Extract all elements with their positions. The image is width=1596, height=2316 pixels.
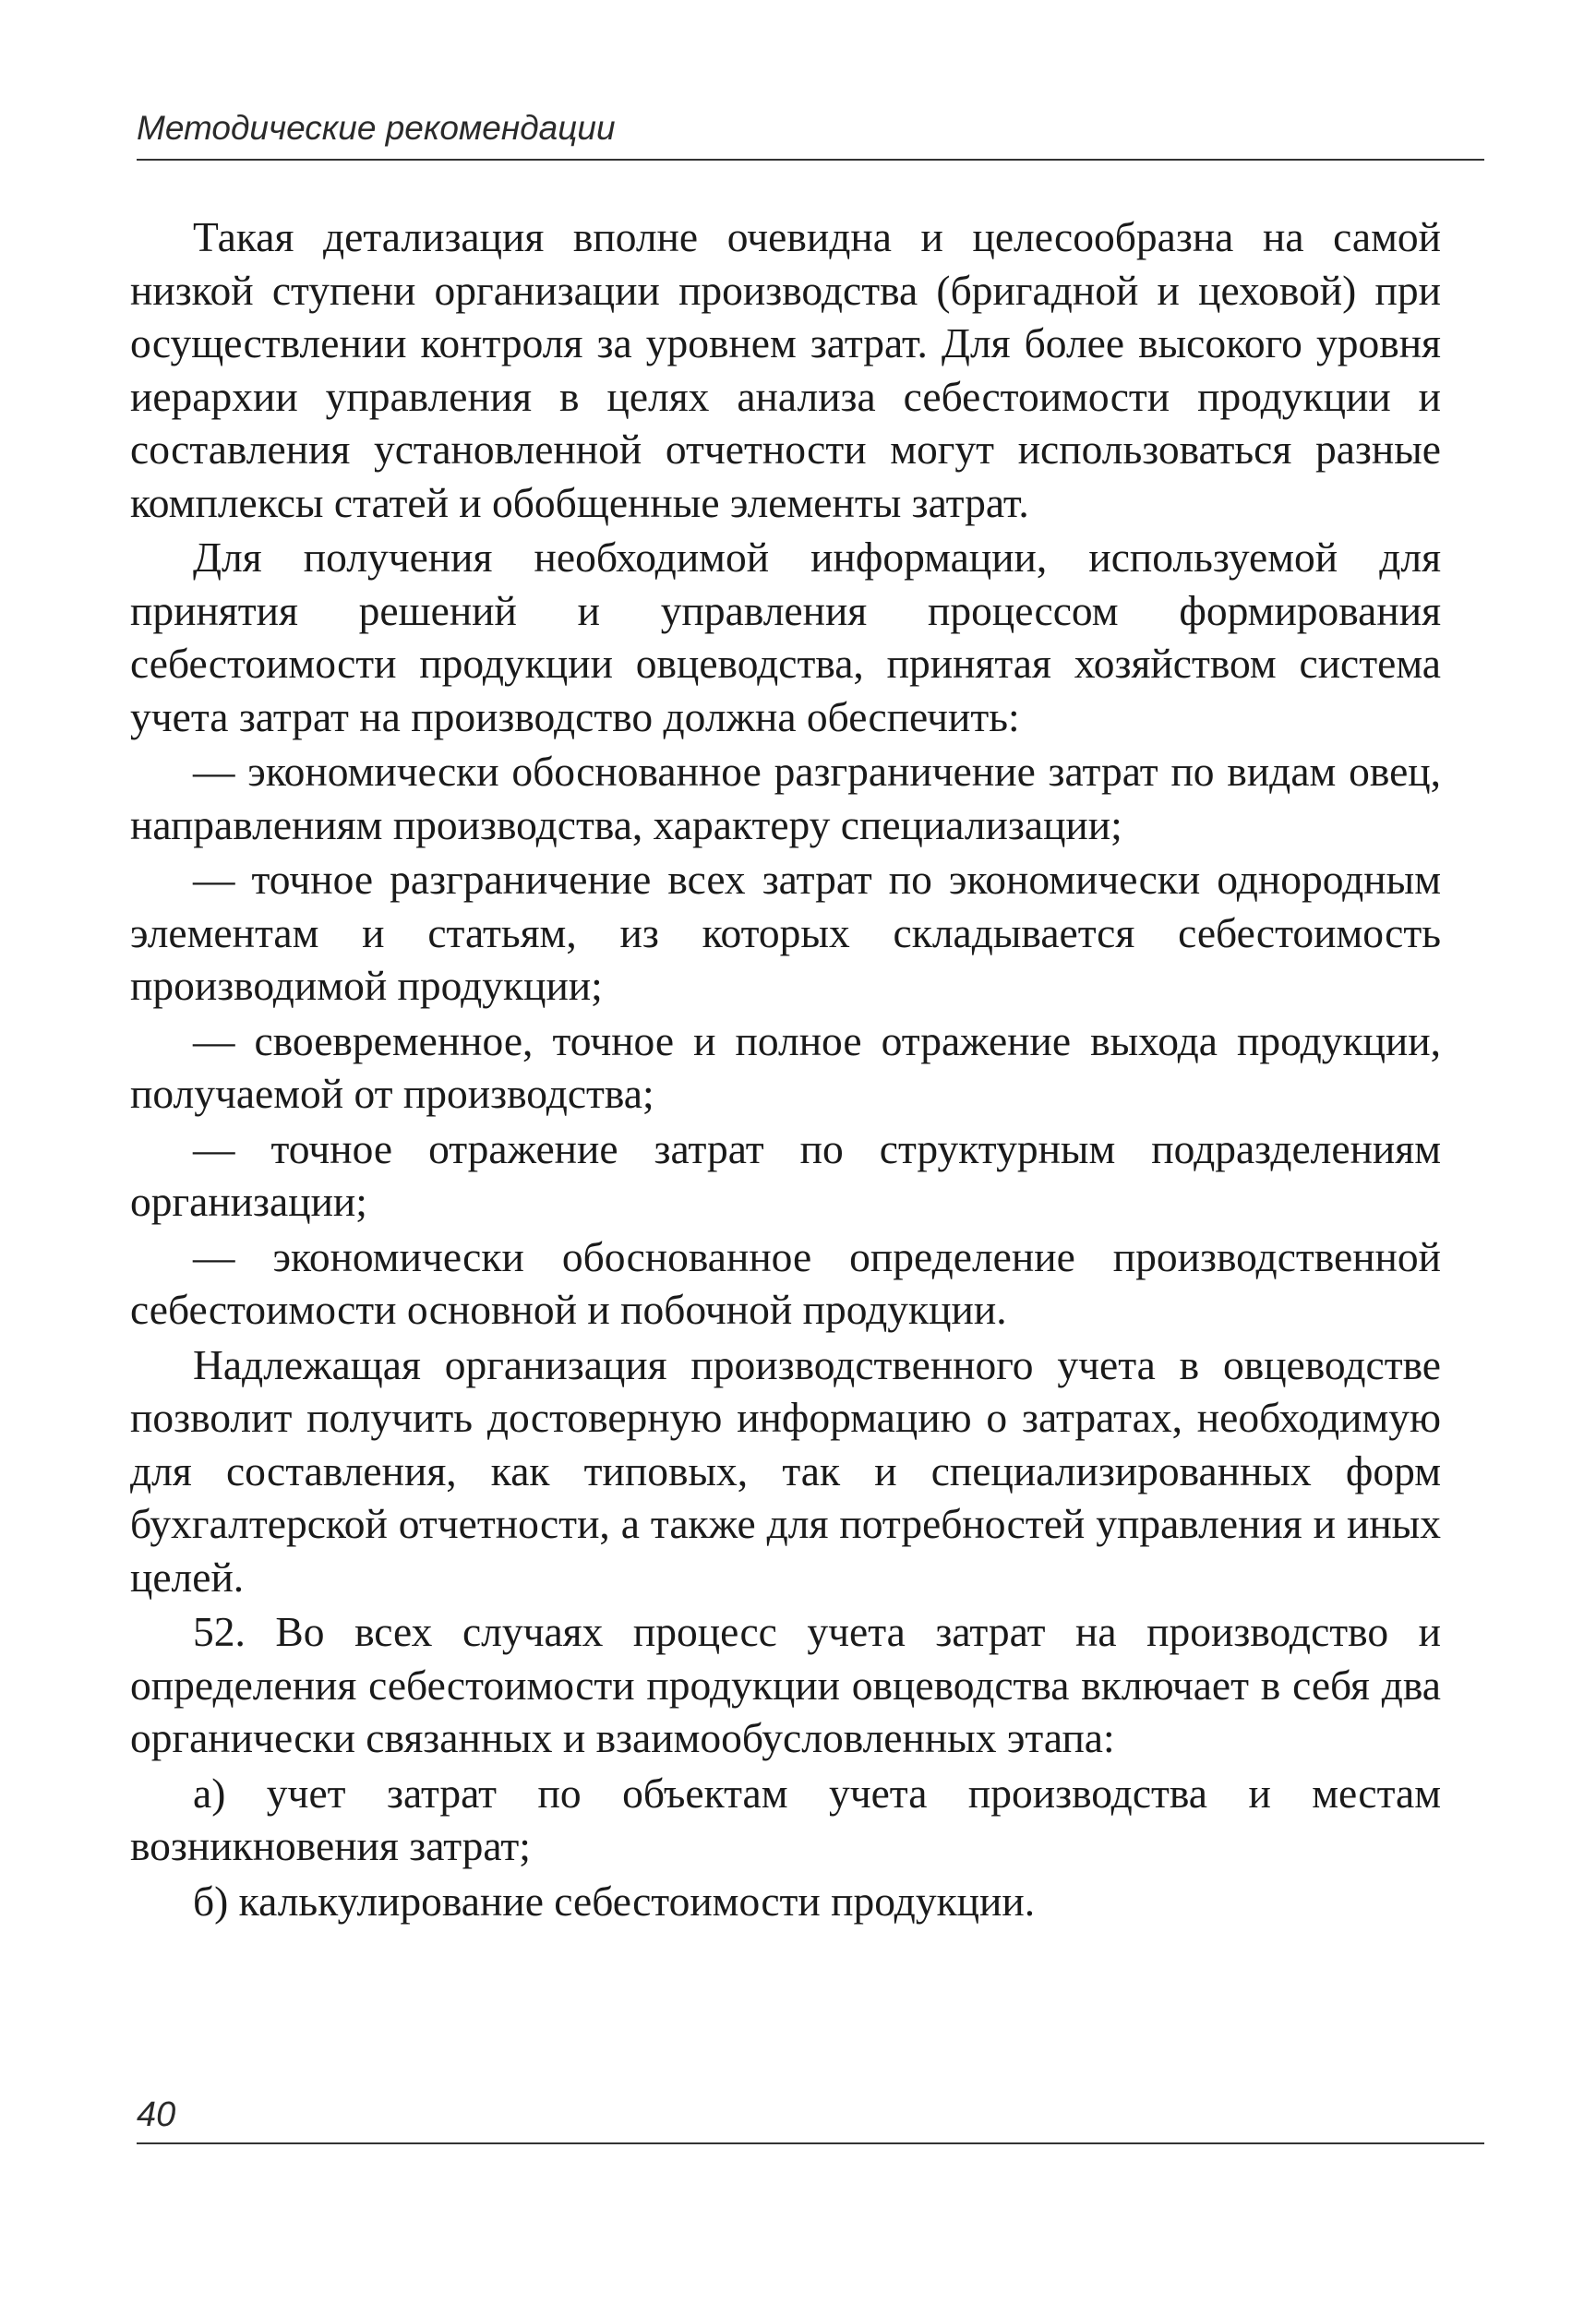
list-item: — точное разграничение всех затрат по экономически однородным элементам и статьям, из которых складывается себестоимость производимой продукции; (130, 856, 1441, 1009)
header-rule (137, 159, 1484, 161)
running-head: Методические рекомендации (137, 109, 616, 147)
list-item: — экономически обоснованное разграничение затрат по видам овец, направлениям производства, характеру специализации; (130, 748, 1441, 848)
paragraph: Для получения необходимой информации, используемой для принятия решений и управления процессом формирования себестоимости продукции овцеводства, принятая хозяйством система учета затрат на производство должна обеспечить: (130, 534, 1441, 740)
footer-rule (137, 2142, 1484, 2144)
list-item: б) калькулирование себестоимости продукции. (193, 1877, 1036, 1925)
paragraph: Такая детализация вполне очевидна и целесообразна на самой низкой ступени организации производства (бригадной и цеховой) при осуществлении контроля за уровнем затрат. Для более высокого уровня иерархии управления в целях анализа себестоимости продукции и составления установленной отчетности могут использоваться разные комплексы статей и обобщенные элементы затрат. (130, 213, 1441, 526)
page-number: 40 (137, 2095, 176, 2134)
list-item: — своевременное, точное и полное отражение выхода продукции, получаемой от производства; (130, 1016, 1441, 1117)
page-body (130, 210, 1441, 1927)
paragraph: Надлежащая организация производственного учета в овцеводстве позволит получить достоверную информацию о затратах, необходимую для составления, как типовых, так и специализированных форм бухгалтерской отчетности, а также для потребностей управления и иных целей. (130, 1340, 1441, 1601)
list-item: а) учет затрат по объектам учета производства и местам возникновения затрат; (130, 1769, 1441, 1869)
list-item: — экономически обоснованное определение производственной себестоимости основной и побочной продукции. (130, 1232, 1441, 1333)
list-item: — точное отражение затрат по структурным подразделениям организации; (130, 1124, 1441, 1225)
paragraph: 52. Во всех случаях процесс учета затрат на производство и определения себестоимости продукции овцеводства включает в себя два органически связанных и взаимообусловленных этапа: (130, 1608, 1441, 1761)
